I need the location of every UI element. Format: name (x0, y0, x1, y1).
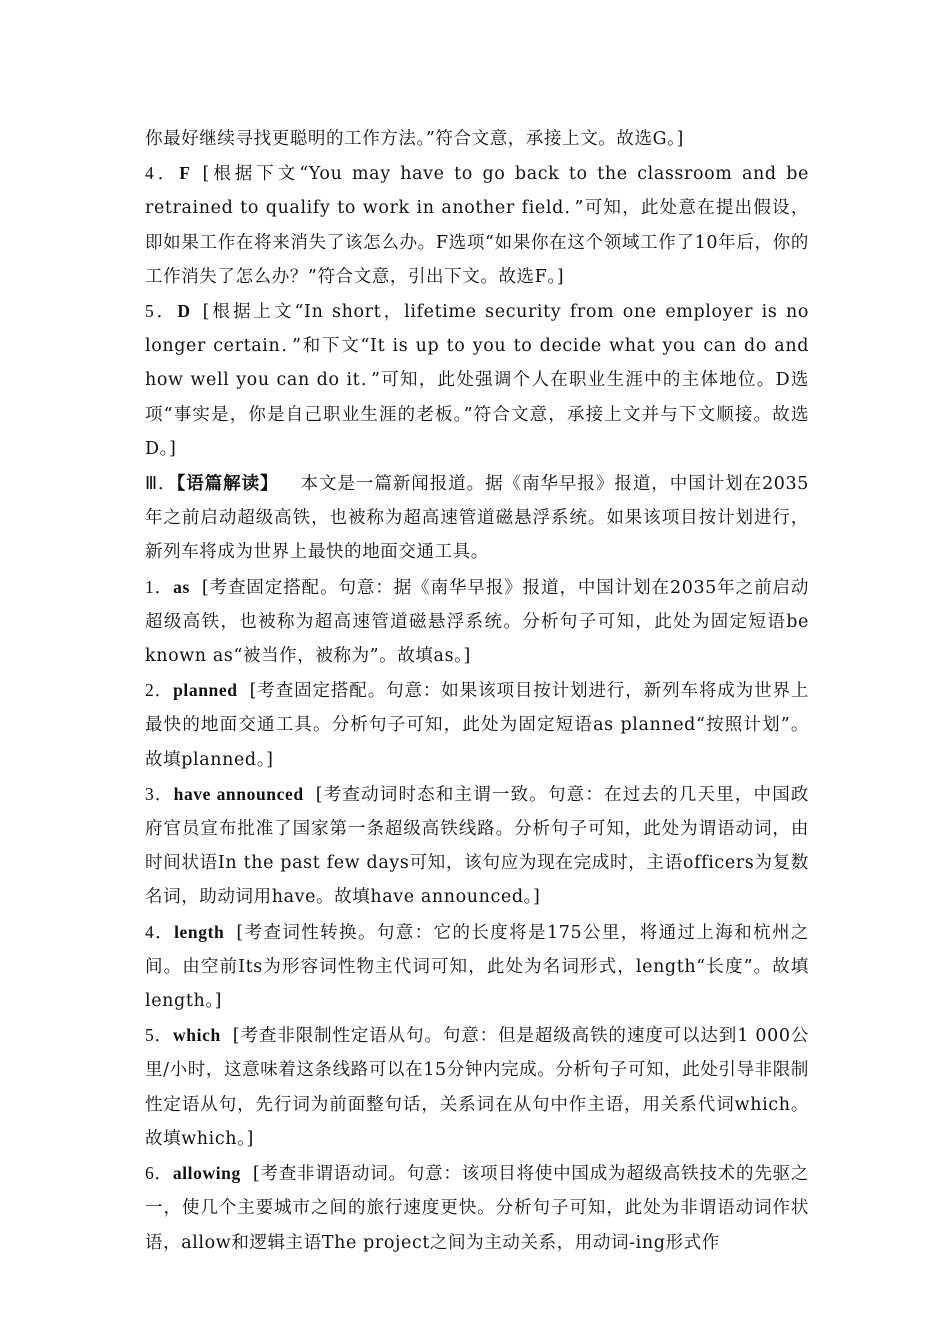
answer-item (145, 294, 809, 466)
item-number: 4． (145, 163, 180, 184)
item-answer: length (174, 921, 225, 942)
item-explanation: [考查固定搭配。句意：据《南华早报》报道，中国计划在2035年之前启动超级高铁，也被称为超高速管道磁悬浮系统。分析句子可知，此处为固定短语be known as“被当作，被称为”。故填as。] (145, 577, 809, 667)
item-explanation: [根据上文“In short，lifetime security from one employer is no longer certain．”和下文“It is up to you to decide what you can do and how well you can do it．”可知，此处强调个人在职业生涯中的主体地位。D选项“事实是，你是自己职业生涯的老板。”符合文意，承接上文并与下文顺接。故选D。] (145, 302, 810, 459)
item-answer: which (173, 1025, 221, 1046)
item-explanation: [考查词性转换。句意：它的长度将是175公里，将通过上海和杭州之间。由空前Its为形容词性物主代词可知，此处为名词形式，length“长度”。故填length。] (145, 922, 809, 1012)
item-answer: planned (173, 680, 238, 701)
item-answer: have announced (173, 783, 304, 804)
item-explanation: [考查固定搭配。句意：如果该项目按计划进行，新列车将成为世界上最快的地面交通工具。分析句子可知，此处为固定短语as planned“按照计划”。故填planned。] (145, 681, 809, 770)
item-number: 3． (145, 783, 174, 804)
item-explanation: [考查非限制性定语从句。句意：但是超级高铁的速度可以达到1 000公里/小时，这意味着这条线路可以在15分钟内完成。分析句子可知，此处引导非限制性定语从句，先行词为前面整句话，关系词在从句中作主语，用关系代词which。故填which。] (145, 1026, 809, 1149)
section-summary: 本文是一篇新闻报道。据《南华早报》报道，中国计划在2035年之前启动超级高铁，也被称为超高速管道磁悬浮系统。如果该项目按计划进行，新列车将成为世界上最快的地面交通工具。 (145, 474, 810, 563)
answer-item (145, 915, 809, 1019)
item-answer: as (173, 576, 190, 597)
section-heading (145, 466, 809, 570)
answer-item (145, 156, 809, 294)
section-title: 【语篇解读】 (176, 474, 279, 495)
answer-item (145, 1018, 809, 1156)
answer-item (145, 777, 809, 915)
item-number: 1． (145, 576, 174, 597)
item-explanation: [考查动词时态和主谓一致。句意：在过去的几天里，中国政府官员宣布批准了国家第一条超级高铁线路。分析句子可知，此处为谓语动词，由时间状语In the past few days可知，该句应为现在完成时，主语officers为复数名词，助动词用have。故填have announced。] (145, 784, 809, 908)
answer-explanations (145, 122, 809, 1260)
paragraph-continuation (145, 122, 809, 156)
item-answer: F (179, 163, 191, 184)
item-number: 5． (145, 301, 178, 322)
item-explanation: [根据下文“You may have to go back to the classroom and be retrained to qualify to work in another field．”可知，此处意在提出假设，即如果工作在将来消失了该怎么办。F选项“如果你在这个领域工作了10年后，你的工作消失了怎么办？”符合文意，引出下文。故选F。] (145, 164, 810, 287)
paragraph-text: 你最好继续寻找更聪明的工作方法。”符合文意，承接上文。故选G。] (145, 129, 684, 149)
item-answer: D (177, 301, 191, 322)
answer-item (145, 1156, 809, 1260)
answer-item (145, 673, 809, 777)
section-number: Ⅲ． (145, 473, 177, 494)
item-number: 5． (145, 1025, 174, 1046)
item-number: 6． (145, 1163, 173, 1184)
answer-item (145, 570, 809, 674)
item-answer: allowing (172, 1163, 241, 1184)
item-explanation: [考查非谓语动词。句意：该项目将使中国成为超级高铁技术的先驱之一，使几个主要城市之间的旅行速度更快。分析句子可知，此处为非谓语动词作状语，allow和逻辑主语The project之间为主动关系，用动词-ing形式作 (145, 1164, 809, 1253)
item-number: 4． (145, 921, 175, 942)
item-number: 2． (145, 680, 174, 701)
